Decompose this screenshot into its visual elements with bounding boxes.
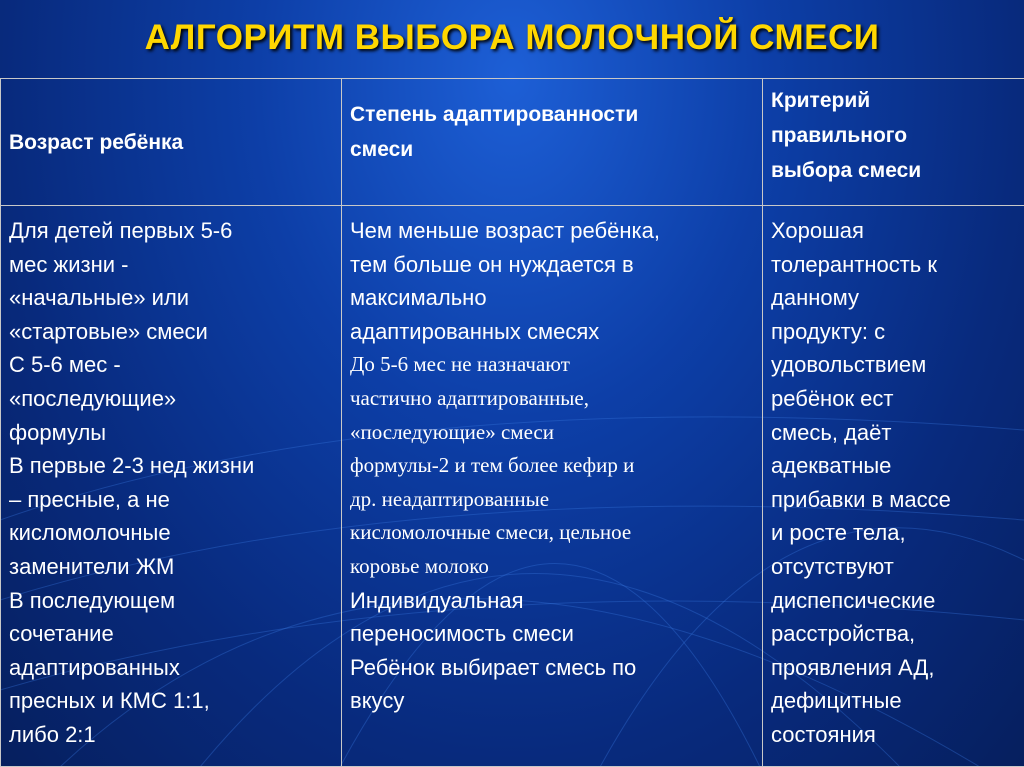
page-title: АЛГОРИТМ ВЫБОРА МОЛОЧНОЙ СМЕСИ [144, 18, 880, 57]
age-line: пресных и КМС 1:1, [9, 688, 210, 714]
adaptation-line: максимально [350, 285, 487, 311]
header-criterion-line: выбора смеси [771, 159, 922, 182]
age-line: – пресные, а не [9, 486, 170, 512]
criterion-line: адекватные [771, 453, 892, 479]
criterion-line: отсутствуют [771, 553, 894, 579]
criterion-line: продукту: с [771, 318, 886, 344]
header-age-line: Возраст ребёнка [9, 130, 184, 154]
criterion-line: состояния [771, 721, 876, 747]
table-header-row [1, 79, 1024, 206]
header-age [1, 79, 342, 206]
criterion-cell [763, 206, 1024, 767]
criterion-line: прибавки в массе [771, 486, 951, 512]
age-line: Для детей первых 5-6 [9, 218, 233, 243]
age-line: мес жизни - [9, 251, 129, 277]
age-line: сочетание [9, 621, 114, 647]
adaptation-note-line: коровье молоко [350, 553, 489, 578]
adaptation-line: Ребёнок выбирает смесь по [350, 654, 637, 680]
age-line: «стартовые» смеси [9, 318, 208, 344]
age-line: В первые 2-3 нед жизни [9, 453, 255, 479]
age-line: заменители ЖМ [9, 553, 175, 579]
header-adaptation-degree [342, 79, 763, 206]
criterion-line: данному [771, 285, 859, 311]
adaptation-note-line: До 5-6 мес не назначают [350, 352, 570, 377]
header-criterion-line: правильного [771, 124, 908, 147]
header-criterion-line: Критерий [771, 89, 871, 112]
criterion-line: смесь, даёт [771, 419, 892, 445]
adaptation-note-line: формулы-2 и тем более кефир и [350, 453, 635, 478]
adaptation-line: Индивидуальная [350, 587, 524, 613]
adaptation-line: тем больше он нуждается в [350, 251, 634, 277]
criterion-line: удовольствием [771, 352, 927, 378]
adaptation-note-line: «последующие» смеси [350, 419, 554, 444]
age-cell [1, 206, 342, 767]
adaptation-line: переносимость смеси [350, 621, 574, 647]
header-adaptation-line: Степень адаптированности [350, 103, 639, 126]
table-row [1, 206, 1024, 767]
age-line: либо 2:1 [9, 721, 96, 747]
criterion-line: диспепсические [771, 587, 936, 613]
criterion-line: дефицитные [771, 688, 902, 714]
adaptation-line: вкусу [350, 688, 405, 714]
age-line: «последующие» [9, 385, 177, 411]
criterion-line: Хорошая [771, 218, 864, 243]
age-line: С 5-6 мес - [9, 352, 121, 378]
adaptation-note-line: частично адаптированные, [350, 385, 589, 410]
header-criterion [763, 79, 1024, 206]
adaptation-note-line: кисломолочные смеси, цельное [350, 520, 632, 545]
adaptation-note-line: др. неадаптированные [350, 486, 550, 511]
age-line: формулы [9, 419, 107, 445]
adaptation-line: Чем меньше возраст ребёнка, [350, 218, 660, 243]
age-line: В последующем [9, 587, 176, 613]
criterion-line: и росте тела, [771, 520, 906, 546]
age-line: «начальные» или [9, 285, 190, 311]
adaptation-line: адаптированных смесях [350, 318, 600, 344]
header-adaptation-line: смеси [350, 138, 414, 161]
criterion-line: ребёнок ест [771, 385, 894, 411]
age-line: адаптированных [9, 654, 180, 680]
selection-table [0, 78, 1024, 767]
criterion-line: толерантность к [771, 251, 938, 277]
criterion-line: расстройства, [771, 621, 916, 647]
criterion-line: проявления АД, [771, 654, 935, 680]
age-line: кисломолочные [9, 520, 171, 546]
adaptation-cell [342, 206, 763, 767]
